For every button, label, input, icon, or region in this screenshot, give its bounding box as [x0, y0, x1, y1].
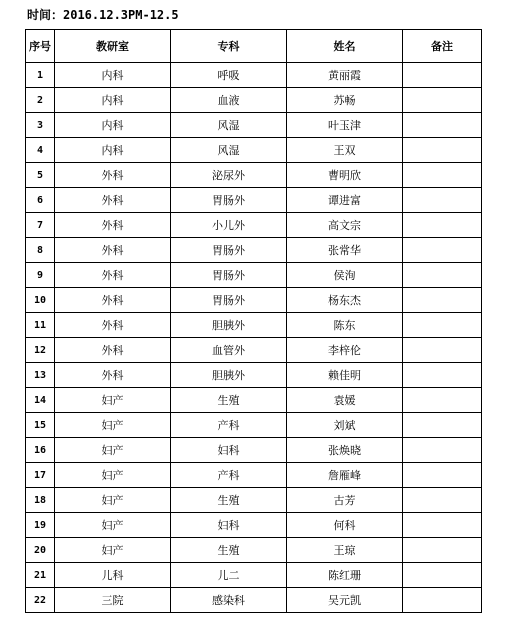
cell-note — [403, 388, 482, 413]
cell-no: 1 — [26, 63, 55, 88]
table-body — [26, 63, 482, 613]
table-row — [26, 563, 482, 588]
cell-dept: 内科 — [55, 88, 171, 113]
cell-name: 苏畅 — [287, 88, 403, 113]
table-row — [26, 313, 482, 338]
cell-note — [403, 263, 482, 288]
table-row — [26, 363, 482, 388]
cell-note — [403, 313, 482, 338]
cell-specialty: 胆胰外 — [171, 313, 287, 338]
cell-dept: 外科 — [55, 313, 171, 338]
cell-name: 张常华 — [287, 238, 403, 263]
cell-note — [403, 513, 482, 538]
cell-name: 王双 — [287, 138, 403, 163]
table-row — [26, 138, 482, 163]
cell-specialty: 妇科 — [171, 438, 287, 463]
cell-no: 19 — [26, 513, 55, 538]
cell-dept: 妇产 — [55, 538, 171, 563]
cell-dept: 外科 — [55, 338, 171, 363]
cell-dept: 外科 — [55, 213, 171, 238]
header-row — [26, 30, 482, 63]
cell-name: 杨东杰 — [287, 288, 403, 313]
cell-specialty: 小儿外 — [171, 213, 287, 238]
cell-dept: 外科 — [55, 163, 171, 188]
cell-no: 7 — [26, 213, 55, 238]
cell-specialty: 产科 — [171, 413, 287, 438]
cell-no: 16 — [26, 438, 55, 463]
cell-specialty: 胃肠外 — [171, 188, 287, 213]
table-row — [26, 538, 482, 563]
table-row — [26, 238, 482, 263]
cell-dept: 妇产 — [55, 438, 171, 463]
cell-name: 刘斌 — [287, 413, 403, 438]
cell-name: 黄丽霞 — [287, 63, 403, 88]
cell-note — [403, 213, 482, 238]
cell-note — [403, 438, 482, 463]
cell-note — [403, 488, 482, 513]
header-name: 姓名 — [287, 30, 403, 63]
cell-note — [403, 138, 482, 163]
cell-no: 4 — [26, 138, 55, 163]
date-caption: 时间：2016.12.3PM-12.5 — [27, 8, 179, 22]
cell-specialty: 胃肠外 — [171, 238, 287, 263]
cell-dept: 妇产 — [55, 488, 171, 513]
cell-note — [403, 113, 482, 138]
table-row — [26, 263, 482, 288]
table-row — [26, 413, 482, 438]
cell-note — [403, 163, 482, 188]
cell-name: 曹明欣 — [287, 163, 403, 188]
cell-note — [403, 288, 482, 313]
staff-table — [25, 29, 482, 613]
cell-note — [403, 563, 482, 588]
cell-name: 侯洵 — [287, 263, 403, 288]
cell-name: 陈东 — [287, 313, 403, 338]
table-row — [26, 213, 482, 238]
cell-dept: 内科 — [55, 113, 171, 138]
cell-note — [403, 238, 482, 263]
table-row — [26, 488, 482, 513]
cell-specialty: 生殖 — [171, 388, 287, 413]
cell-no: 18 — [26, 488, 55, 513]
table-row — [26, 163, 482, 188]
cell-specialty: 产科 — [171, 463, 287, 488]
cell-name: 叶玉津 — [287, 113, 403, 138]
cell-no: 14 — [26, 388, 55, 413]
cell-specialty: 风湿 — [171, 113, 287, 138]
cell-name: 詹雁峰 — [287, 463, 403, 488]
cell-name: 张焕晓 — [287, 438, 403, 463]
cell-name: 何科 — [287, 513, 403, 538]
cell-no: 3 — [26, 113, 55, 138]
table-row — [26, 63, 482, 88]
cell-specialty: 血管外 — [171, 338, 287, 363]
cell-note — [403, 538, 482, 563]
cell-specialty: 感染科 — [171, 588, 287, 613]
cell-dept: 外科 — [55, 238, 171, 263]
header-no: 序号 — [26, 30, 55, 63]
table-row — [26, 463, 482, 488]
table-row — [26, 513, 482, 538]
cell-specialty: 儿二 — [171, 563, 287, 588]
table-row — [26, 288, 482, 313]
cell-note — [403, 338, 482, 363]
cell-no: 10 — [26, 288, 55, 313]
cell-dept: 儿科 — [55, 563, 171, 588]
cell-note — [403, 88, 482, 113]
cell-specialty: 呼吸 — [171, 63, 287, 88]
cell-dept: 妇产 — [55, 513, 171, 538]
cell-name: 谭进富 — [287, 188, 403, 213]
cell-note — [403, 463, 482, 488]
cell-no: 5 — [26, 163, 55, 188]
cell-dept: 外科 — [55, 188, 171, 213]
cell-specialty: 血液 — [171, 88, 287, 113]
cell-no: 21 — [26, 563, 55, 588]
cell-note — [403, 413, 482, 438]
cell-name: 吴元凯 — [287, 588, 403, 613]
table-row — [26, 88, 482, 113]
table-row — [26, 113, 482, 138]
cell-no: 17 — [26, 463, 55, 488]
cell-name: 赖佳明 — [287, 363, 403, 388]
cell-no: 8 — [26, 238, 55, 263]
cell-dept: 内科 — [55, 138, 171, 163]
cell-no: 15 — [26, 413, 55, 438]
cell-specialty: 风湿 — [171, 138, 287, 163]
table-row — [26, 388, 482, 413]
cell-note — [403, 588, 482, 613]
header-dept: 教研室 — [55, 30, 171, 63]
cell-name: 王琼 — [287, 538, 403, 563]
cell-dept: 外科 — [55, 363, 171, 388]
cell-no: 2 — [26, 88, 55, 113]
cell-name: 陈红珊 — [287, 563, 403, 588]
cell-specialty: 生殖 — [171, 538, 287, 563]
cell-no: 11 — [26, 313, 55, 338]
cell-no: 20 — [26, 538, 55, 563]
cell-name: 古芳 — [287, 488, 403, 513]
cell-specialty: 胃肠外 — [171, 288, 287, 313]
cell-dept: 外科 — [55, 263, 171, 288]
cell-specialty: 胆胰外 — [171, 363, 287, 388]
cell-note — [403, 188, 482, 213]
header-note: 备注 — [403, 30, 482, 63]
cell-dept: 妇产 — [55, 388, 171, 413]
cell-dept: 内科 — [55, 63, 171, 88]
cell-no: 9 — [26, 263, 55, 288]
cell-specialty: 泌尿外 — [171, 163, 287, 188]
cell-no: 12 — [26, 338, 55, 363]
cell-specialty: 生殖 — [171, 488, 287, 513]
cell-dept: 妇产 — [55, 413, 171, 438]
cell-dept: 妇产 — [55, 463, 171, 488]
cell-dept: 三院 — [55, 588, 171, 613]
table-row — [26, 338, 482, 363]
cell-note — [403, 363, 482, 388]
cell-specialty: 胃肠外 — [171, 263, 287, 288]
cell-dept: 外科 — [55, 288, 171, 313]
table-row — [26, 588, 482, 613]
cell-name: 袁媛 — [287, 388, 403, 413]
cell-note — [403, 63, 482, 88]
cell-specialty: 妇科 — [171, 513, 287, 538]
table-row — [26, 188, 482, 213]
cell-no: 13 — [26, 363, 55, 388]
header-specialty: 专科 — [171, 30, 287, 63]
cell-no: 6 — [26, 188, 55, 213]
cell-no: 22 — [26, 588, 55, 613]
table-row — [26, 438, 482, 463]
cell-name: 李梓伦 — [287, 338, 403, 363]
cell-name: 高文宗 — [287, 213, 403, 238]
